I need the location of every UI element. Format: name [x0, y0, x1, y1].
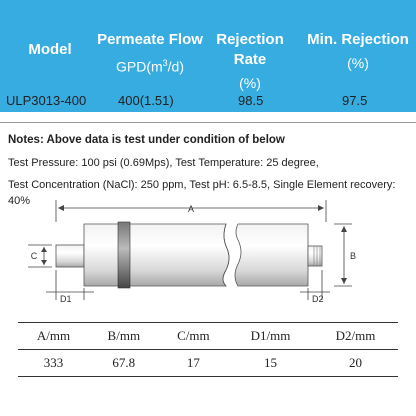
header-model [8, 40, 92, 60]
dimension-values-row [18, 350, 398, 377]
label-b: B [350, 251, 357, 261]
membrane-body-right [235, 224, 308, 286]
dim-value-c: 17 [186, 355, 200, 370]
dimension-table [18, 322, 398, 377]
header-model-label: Model [28, 41, 72, 58]
header-rejection-unit: (%) [239, 75, 261, 91]
label-d2: D2 [312, 294, 324, 304]
dimension-header-row [18, 323, 398, 350]
header-min-label: Min. Rejection [307, 31, 409, 48]
brine-seal-ring [118, 222, 130, 288]
dim-header-c: C/mm [177, 328, 210, 343]
header-rejection-rate [200, 30, 300, 93]
dim-header-d2: D2/mm [335, 328, 376, 343]
divider [0, 122, 416, 123]
label-a: A [187, 204, 195, 214]
header-flow-unit [88, 53, 212, 77]
dim-value-d2: 20 [349, 355, 362, 370]
flow-unit-post: /d) [167, 58, 185, 75]
left-pipe [56, 245, 84, 267]
membrane-body-left [84, 224, 229, 286]
spec-data-row [0, 93, 416, 113]
spec-min-rejection: 97.5 [342, 93, 368, 108]
dim-header-a: A/mm [36, 328, 71, 343]
flow-unit-pre: GPD(m [115, 58, 163, 75]
header-flow-label: Permeate Flow [97, 31, 203, 48]
notes-line-2: Test Concentration (NaCl): 250 ppm, Test pH: 6.5-8.5, Single Element recovery: 40% [8, 179, 396, 207]
header-permeate-flow [88, 30, 212, 77]
label-c: C [30, 251, 38, 261]
notes-line-1: Test Pressure: 100 psi (0.69Mps), Test Temperature: 25 degree, [8, 157, 319, 169]
header-min-rejection [300, 30, 416, 73]
dim-header-b: B/mm [107, 328, 141, 343]
dim-value-b: 67.8 [112, 355, 136, 370]
header-rejection-label: Rejection Rate [216, 31, 284, 68]
spec-rejection: 98.5 [238, 93, 264, 108]
label-d1: D1 [60, 294, 72, 304]
dim-header-d1: D1/mm [250, 328, 291, 343]
header-min-unit: (%) [347, 55, 369, 71]
notes-title: Notes: Above data is test under condition of below [8, 134, 285, 146]
spec-flow: 400(1.51) [118, 93, 174, 108]
dim-value-a: 333 [43, 355, 64, 370]
membrane-dimension-diagram [0, 196, 416, 308]
spec-model: ULP3013-400 [6, 93, 87, 108]
flow-unit-sup: 3 [162, 58, 168, 68]
dim-value-d1: 15 [264, 355, 278, 370]
